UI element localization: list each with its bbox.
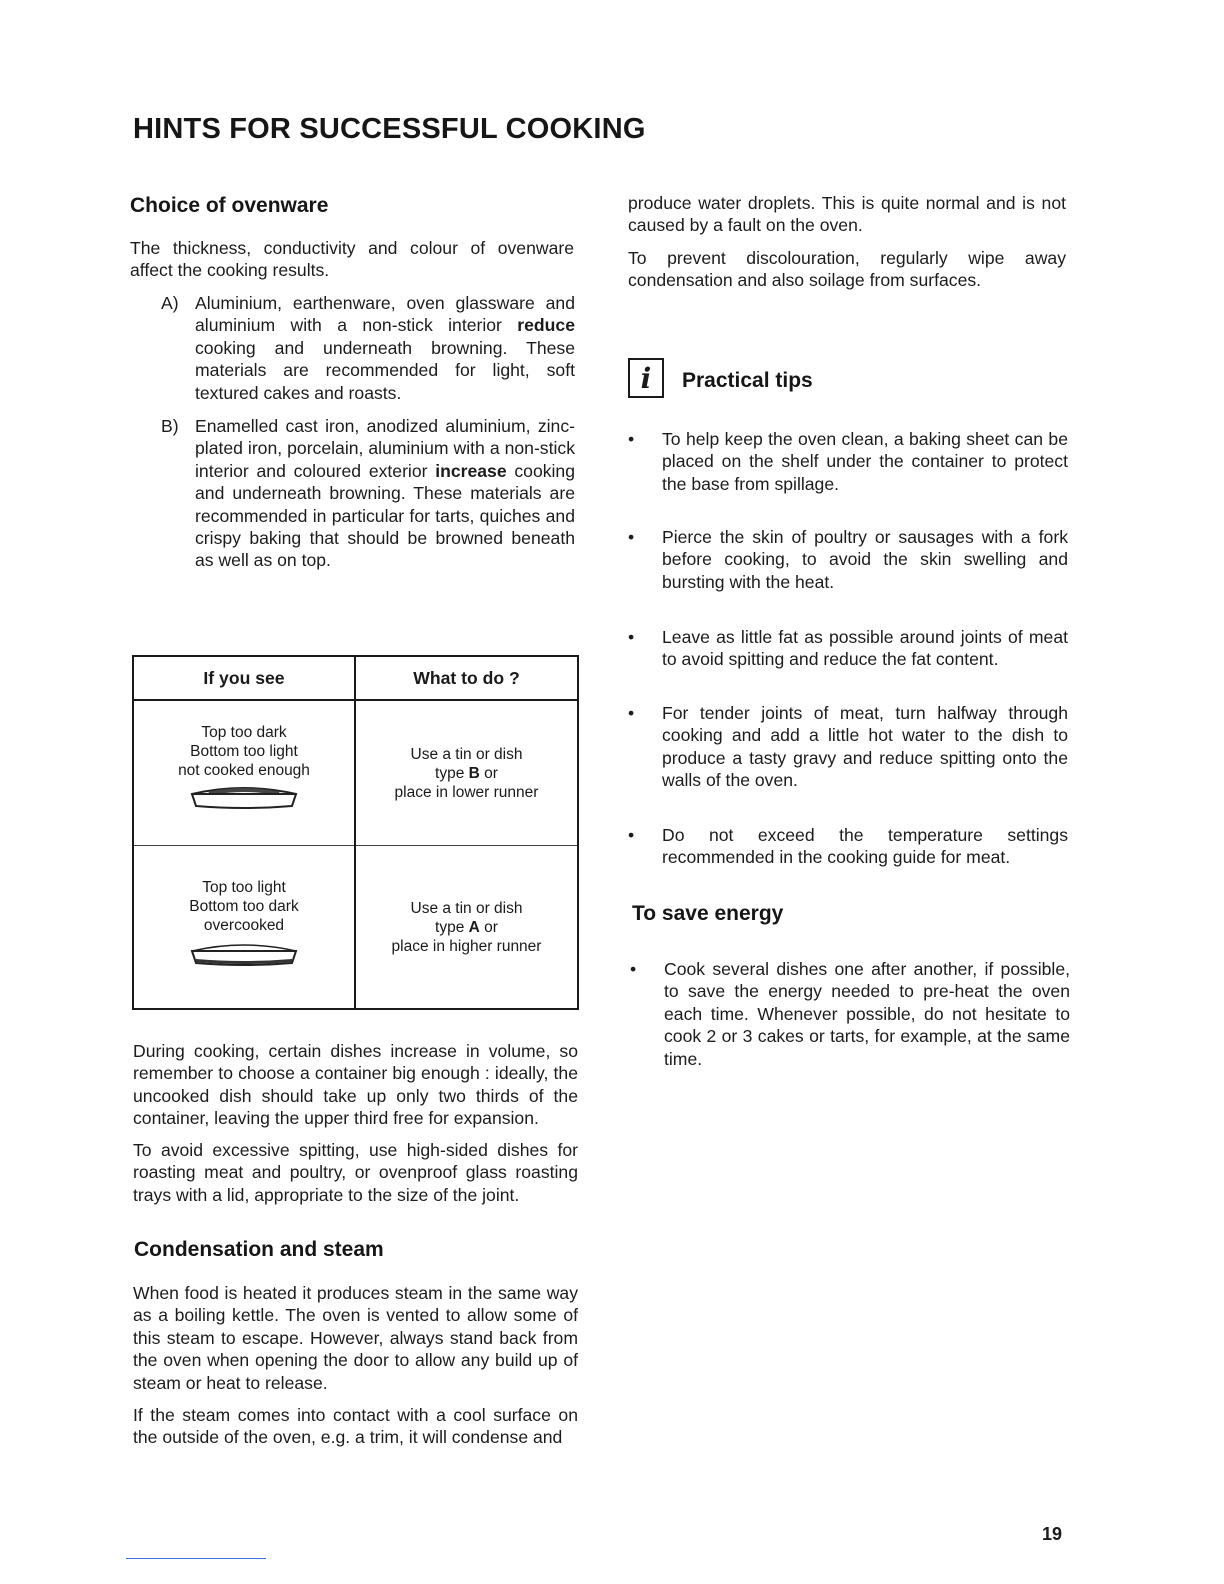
table-cell-see: Top too light Bottom too dark overcooked xyxy=(133,846,355,1010)
list-marker-b: B) xyxy=(161,416,179,436)
dark-top-dish-icon xyxy=(188,784,300,810)
table-cell-do: Use a tin or dish type A or place in higher runner xyxy=(355,846,578,1010)
list-text-a: Aluminium, earthenware, oven glassware and aluminium with a non-stick interior reduce cooking and underneath browning. These materials are recommended for light, soft textured cakes and roasts. xyxy=(195,293,575,403)
table-row xyxy=(133,700,578,846)
save-energy-heading: To save energy xyxy=(632,902,784,925)
condensation-paragraph-2: If the steam comes into contact with a cool surface on the outside of the oven, e.g. a trim, it will condense and xyxy=(133,1405,578,1448)
table-cell-do: Use a tin or dish type B or place in lower runner xyxy=(355,700,578,846)
list-marker-a: A) xyxy=(161,293,179,313)
spitting-paragraph: To avoid excessive spitting, use high-sided dishes for roasting meat and poultry, or ovenproof glass roasting trays with a lid, appropriate to the size of the joint. xyxy=(133,1140,578,1205)
info-icon: i xyxy=(628,358,664,398)
volume-paragraph: During cooking, certain dishes increase in volume, so remember to choose a container big enough : ideally, the uncooked dish should take up only two thirds of the container, leaving the upper third free for expansion. xyxy=(133,1041,578,1129)
footer-rule xyxy=(126,1558,266,1559)
practical-tips-heading: Practical tips xyxy=(682,369,813,392)
condensation-heading: Condensation and steam xyxy=(134,1238,384,1261)
browning-table xyxy=(132,655,579,1010)
dark-bottom-dish-icon xyxy=(188,939,300,967)
table-row xyxy=(133,846,578,1010)
choice-heading: Choice of ovenware xyxy=(130,194,329,217)
condensation-paragraph-2-continued: produce water droplets. This is quite normal and is not caused by a fault on the oven. xyxy=(628,193,1066,236)
condensation-paragraph-3: To prevent discolouration, regularly wipe away condensation and also soilage from surfaces. xyxy=(628,248,1066,291)
page-title: HINTS FOR SUCCESSFUL COOKING xyxy=(133,113,646,145)
condensation-paragraph-1: When food is heated it produces steam in the same way as a boiling kettle. The oven is vented to allow some of this steam to escape. However, always stand back from the oven when opening the door to allow any build up of steam or heat to release. xyxy=(133,1283,578,1393)
list-text-b: Enamelled cast iron, anodized aluminium, zinc-plated iron, porcelain, aluminium with a non-stick interior and coloured exterior increase cooking and underneath browning. These materials are recommended in particular for tarts, quiches and crispy baking that should be browned beneath as well as on top. xyxy=(195,416,575,571)
table-cell-see: Top too dark Bottom too light not cooked enough xyxy=(133,700,355,846)
table-header-see: If you see xyxy=(133,656,355,700)
choice-intro: The thickness, conductivity and colour of ovenware affect the cooking results. xyxy=(130,238,574,281)
page-number: 19 xyxy=(1042,1524,1063,1544)
table-header-do: What to do ? xyxy=(355,656,578,700)
